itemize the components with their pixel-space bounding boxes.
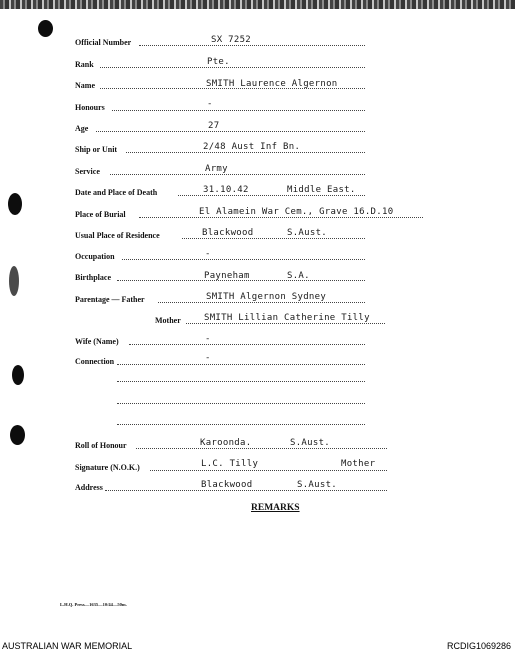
- dotted-line: [129, 344, 365, 345]
- value-roll-state: S.Aust.: [290, 438, 331, 448]
- dotted-line: [150, 470, 387, 471]
- value-address-state: S.Aust.: [297, 480, 338, 490]
- label-date-place-death: Date and Place of Death: [75, 188, 158, 197]
- dotted-line: [182, 238, 365, 239]
- dotted-line: [110, 174, 365, 175]
- dotted-line: [96, 131, 365, 132]
- dotted-line: [178, 195, 365, 196]
- value-age: 27: [208, 121, 220, 131]
- value-occupation: -: [205, 249, 211, 259]
- label-connection: Connection: [75, 357, 115, 366]
- label-ship-or-unit: Ship or Unit: [75, 145, 118, 154]
- dotted-line: [126, 152, 365, 153]
- value-residence-state: S.Aust.: [287, 228, 328, 238]
- label-age: Age: [75, 124, 89, 133]
- label-wife: Wife (Name): [75, 337, 119, 346]
- punch-hole: [8, 193, 22, 215]
- dotted-line: [112, 110, 365, 111]
- value-father: SMITH Algernon Sydney: [206, 292, 327, 302]
- value-signature-name: L.C. Tilly: [201, 459, 259, 469]
- dotted-line: [117, 424, 365, 425]
- punch-hole: [12, 365, 24, 385]
- value-connection: -: [205, 353, 211, 363]
- label-usual-residence: Usual Place of Residence: [75, 231, 160, 240]
- value-roll-place: Karoonda.: [200, 438, 252, 448]
- dotted-line: [105, 490, 387, 491]
- dotted-line: [139, 217, 423, 218]
- label-occupation: Occupation: [75, 252, 115, 261]
- value-date-of-death: 31.10.42: [203, 185, 249, 195]
- footer-archive-name: AUSTRALIAN WAR MEMORIAL: [2, 641, 133, 651]
- scan-edge: [0, 0, 515, 9]
- punch-hole: [10, 425, 25, 445]
- label-place-of-burial: Place of Burial: [75, 210, 126, 219]
- value-birthplace-state: S.A.: [287, 271, 310, 281]
- label-birthplace: Birthplace: [75, 273, 111, 282]
- label-mother: Mother: [155, 316, 181, 325]
- dotted-line: [186, 323, 385, 324]
- dotted-line: [136, 448, 387, 449]
- dotted-line: [117, 364, 365, 365]
- label-service: Service: [75, 167, 100, 176]
- value-signature-relation: Mother: [341, 459, 376, 469]
- label-roll-of-honour: Roll of Honour: [75, 441, 127, 450]
- punch-hole: [38, 20, 53, 37]
- footer-reference-id: RCDIG1069286: [446, 641, 511, 651]
- value-place-of-burial: El Alamein War Cem., Grave 16.D.10: [199, 207, 394, 217]
- label-father: Parentage — Father: [75, 295, 145, 304]
- value-name: SMITH Laurence Algernon: [206, 79, 338, 89]
- remarks-heading: REMARKS: [251, 503, 300, 513]
- dotted-line: [158, 302, 365, 303]
- dotted-line: [117, 403, 365, 404]
- value-place-of-death: Middle East.: [287, 185, 356, 195]
- print-imprint: L.H.Q. Press—1635—10/44—50m.: [60, 602, 127, 607]
- value-service: Army: [205, 164, 228, 174]
- label-rank: Rank: [75, 60, 94, 69]
- value-residence-place: Blackwood: [202, 228, 254, 238]
- label-honours: Honours: [75, 103, 105, 112]
- label-name: Name: [75, 81, 95, 90]
- value-official-number: SX 7252: [211, 35, 252, 45]
- punch-hole: [9, 266, 19, 296]
- value-ship-or-unit: 2/48 Aust Inf Bn.: [203, 142, 301, 152]
- label-address: Address: [75, 483, 103, 492]
- value-rank: Pte.: [207, 57, 230, 67]
- dotted-line: [139, 45, 365, 46]
- label-official-number: Official Number: [75, 38, 132, 47]
- dotted-line: [117, 381, 365, 382]
- dotted-line: [100, 67, 365, 68]
- value-birthplace-place: Payneham: [204, 271, 250, 281]
- value-honours: -: [207, 99, 213, 109]
- value-mother: SMITH Lillian Catherine Tilly: [204, 313, 370, 323]
- value-address-place: Blackwood: [201, 480, 253, 490]
- label-signature: Signature (N.O.K.): [75, 463, 140, 472]
- value-wife: -: [205, 334, 211, 344]
- dotted-line: [122, 259, 365, 260]
